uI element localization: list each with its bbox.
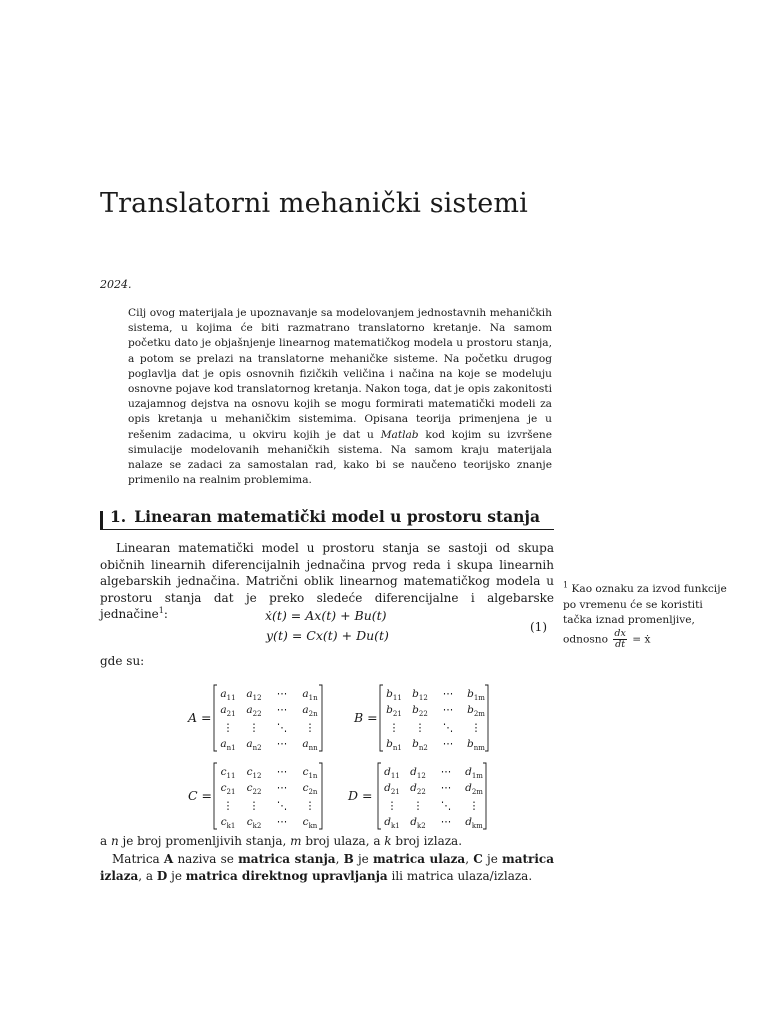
matrix-element: $b_{11}$ bbox=[386, 688, 402, 703]
matrix-dots: ⋮ bbox=[470, 722, 482, 734]
matrix-dots: ⋮ bbox=[222, 722, 234, 734]
term-matrica-stanja: matrica stanja bbox=[238, 852, 336, 866]
matrix-label: C = bbox=[188, 788, 213, 803]
left-bracket bbox=[214, 763, 217, 829]
text: je bbox=[482, 852, 503, 866]
matrix-element: $d_{22}$ bbox=[410, 782, 426, 797]
left-bracket bbox=[378, 763, 381, 829]
dimension-description bbox=[100, 834, 462, 848]
matrix-element: $c_{11}$ bbox=[220, 766, 236, 781]
right-bracket bbox=[485, 685, 488, 751]
matrix-dots: ⋯ bbox=[442, 688, 454, 700]
gde-su-text: gde su: bbox=[100, 654, 145, 668]
intro-text: Linearan matematički model u prostoru stanja se sastoji od skupa običnih linearnih diferencijalnih jednačina prvog reda i skupa linearnih algebarskih jednačina. Matrični oblik linearnog matematičkog modela u prostoru stanja dat je preko sledeće diferencijalne i algebarske jednačine bbox=[100, 541, 554, 621]
matrix-dots: ⋮ bbox=[304, 800, 316, 812]
abstract bbox=[128, 306, 552, 488]
matrix-dots: ⋱ bbox=[440, 800, 452, 812]
text: je bbox=[167, 868, 186, 883]
right-bracket bbox=[483, 763, 486, 829]
matrix bbox=[378, 684, 490, 752]
text: je bbox=[353, 852, 373, 866]
matrix bbox=[376, 762, 488, 830]
matrix-dots: ⋱ bbox=[276, 722, 288, 734]
footnote-text: Kao oznaku za izvod funkcije po vremenu će se koristiti tačka iznad promenljive, odnosno bbox=[563, 583, 727, 645]
matrix-dots: ⋯ bbox=[276, 738, 288, 750]
bold-B: B bbox=[343, 852, 354, 866]
text: a bbox=[100, 834, 111, 848]
matrix-element: $a_{11}$ bbox=[220, 688, 236, 703]
matrix-element: $b_{2m}$ bbox=[467, 704, 485, 719]
text: broj ulaza, a bbox=[301, 834, 385, 848]
right-bracket bbox=[319, 685, 322, 751]
eq2-lhs: y(t) bbox=[266, 628, 288, 643]
matrix-label: B = bbox=[354, 710, 378, 725]
abstract-end: kod kojim su izvršene simulacije modelovanih mehaničkih sistema. Na samom kraju materijala nalaze se zadaci za samostalan rad, kako bi se naučeno teorijsko znanje primenilo na realnim problemima. bbox=[128, 428, 552, 487]
matrix-element: $c_{k2}$ bbox=[246, 816, 262, 831]
matrix-element: $a_{21}$ bbox=[220, 704, 236, 719]
matrix-dots: ⋮ bbox=[304, 722, 316, 734]
text: , bbox=[465, 852, 474, 866]
matrix-dots: ⋱ bbox=[276, 800, 288, 812]
footnote bbox=[563, 582, 733, 650]
text: Matrica bbox=[112, 852, 164, 866]
state-equation bbox=[265, 608, 387, 623]
var-m: m bbox=[290, 834, 302, 848]
term-matrica-izlaza: matrica izlaza bbox=[100, 852, 554, 883]
matrix-dots: ⋮ bbox=[248, 800, 260, 812]
matrix-element: $a_{n1}$ bbox=[220, 738, 236, 753]
output-equation bbox=[266, 628, 389, 643]
matrix-dots: ⋮ bbox=[414, 722, 426, 734]
matrix-dots: ⋮ bbox=[248, 722, 260, 734]
page-title: Translatorni mehanički sistemi bbox=[100, 188, 528, 219]
section-number: 1. bbox=[110, 507, 127, 526]
matrix-element: $c_{kn}$ bbox=[302, 816, 318, 831]
abstract-text: Cilj ovog materijala je upoznavanje sa modelovanjem jednostavnih mehaničkih sistema, u kojima će biti razmatrano translatorno kretanje. Na samom početku dato je objašnjenje linearnog matematičkog modela u prostoru stanja, a potom se prelazi na translatorne mehaničke sisteme. Na početku drugog poglavlja dat je opis osnovnih fizičkih veličina i načina na koje se modeluju osnovne pojave kod translatornog kretanja. Nakon toga, dat je opis zakonitosti uzajamnog dejstva na osnovu kojih se mogu formirati matematički modeli za opis kretanja u mehaničkim sistemima. Opisana teorija primenjena je u rešenim zadacima, u okviru kojih je dat u bbox=[128, 307, 552, 441]
var-n: n bbox=[110, 834, 119, 848]
section-rule bbox=[100, 529, 554, 530]
matrix-element: $d_{km}$ bbox=[465, 816, 483, 831]
footnote-end: = ẋ bbox=[628, 633, 651, 645]
matrix-element: $d_{1m}$ bbox=[465, 766, 483, 781]
matrix-element: $d_{12}$ bbox=[410, 766, 426, 781]
fraction-numerator: dx bbox=[614, 627, 626, 639]
matrix-dots: ⋯ bbox=[276, 782, 288, 794]
matrix-element: $d_{k2}$ bbox=[410, 816, 426, 831]
fraction-denominator: dt bbox=[615, 638, 626, 650]
left-bracket bbox=[214, 685, 217, 751]
matrix-dots: ⋯ bbox=[442, 738, 454, 750]
abstract-matlab: Matlab bbox=[380, 428, 419, 441]
eq2-rhs: = Cx(t) + Du(t) bbox=[287, 628, 389, 643]
matrix-element: $b_{12}$ bbox=[412, 688, 428, 703]
matrix-dots: ⋯ bbox=[276, 816, 288, 828]
matrix-element: $b_{nm}$ bbox=[467, 738, 485, 753]
bold-A: A bbox=[163, 852, 174, 866]
matrix-element: $a_{1n}$ bbox=[302, 688, 318, 703]
section-marker-bar bbox=[100, 511, 103, 530]
matrix-label: D = bbox=[348, 788, 373, 803]
matrix-element: $c_{k1}$ bbox=[220, 816, 236, 831]
matrix-element: $c_{1n}$ bbox=[302, 766, 318, 781]
matrix-element: $a_{nn}$ bbox=[302, 738, 318, 753]
matrix-element: $b_{1m}$ bbox=[467, 688, 485, 703]
bold-C: C bbox=[473, 852, 483, 866]
matrix-element: $c_{22}$ bbox=[246, 782, 262, 797]
footnote-mark: 1 bbox=[563, 580, 569, 590]
derivative-fraction bbox=[613, 629, 626, 650]
matrix-dots: ⋯ bbox=[276, 704, 288, 716]
text: broj izlaza. bbox=[391, 834, 463, 848]
matrix-label: A = bbox=[188, 710, 212, 725]
matrix-dots: ⋱ bbox=[442, 722, 454, 734]
matrix-dots: ⋮ bbox=[388, 722, 400, 734]
matrix-element: $b_{n1}$ bbox=[386, 738, 402, 753]
right-bracket bbox=[319, 763, 322, 829]
matrix-element: $a_{n2}$ bbox=[246, 738, 262, 753]
matrix-dots: ⋮ bbox=[386, 800, 398, 812]
matrix bbox=[212, 762, 324, 830]
eq1-rhs: = Ax(t) + Bu(t) bbox=[286, 608, 387, 623]
text: , bbox=[335, 852, 344, 866]
left-bracket bbox=[380, 685, 383, 751]
var-k: k bbox=[384, 834, 392, 848]
matrix-element: $d_{21}$ bbox=[384, 782, 400, 797]
matrix-element: $d_{2m}$ bbox=[465, 782, 483, 797]
matrix-dots: ⋯ bbox=[276, 766, 288, 778]
intro-end: : bbox=[163, 607, 168, 621]
matrix-names-paragraph bbox=[100, 851, 554, 884]
equation-number: (1) bbox=[530, 620, 547, 634]
matrix-element: $c_{2n}$ bbox=[302, 782, 318, 797]
matrix-dots: ⋮ bbox=[412, 800, 424, 812]
matrix-dots: ⋮ bbox=[222, 800, 234, 812]
section-title: Linearan matematički model u prostoru stanja bbox=[134, 507, 541, 526]
matrix-element: $a_{22}$ bbox=[246, 704, 262, 719]
bold-D: D bbox=[156, 868, 168, 883]
matrix-element: $c_{21}$ bbox=[220, 782, 236, 797]
matrix bbox=[212, 684, 324, 752]
matrix-dots: ⋯ bbox=[440, 782, 452, 794]
term-matrica-ulaza: matrica ulaza bbox=[372, 852, 466, 866]
matrix-element: $a_{2n}$ bbox=[302, 704, 318, 719]
matrix-dots: ⋯ bbox=[440, 816, 452, 828]
matrix-element: $c_{12}$ bbox=[246, 766, 262, 781]
matrix-element: $b_{22}$ bbox=[412, 704, 428, 719]
eq1-lhs: ẋ(t) bbox=[265, 608, 287, 623]
footnote-ref: 1 bbox=[158, 606, 164, 615]
text: , a bbox=[138, 868, 157, 883]
matrix-dots: ⋮ bbox=[468, 800, 480, 812]
matrix-dots: ⋯ bbox=[442, 704, 454, 716]
matrix-element: $b_{n2}$ bbox=[412, 738, 428, 753]
matrix-element: $d_{11}$ bbox=[384, 766, 400, 781]
date: 2024. bbox=[100, 278, 132, 291]
matrix-element: $a_{12}$ bbox=[246, 688, 262, 703]
text: je broj promenljivih stanja, bbox=[118, 834, 291, 848]
matrix-dots: ⋯ bbox=[440, 766, 452, 778]
matrix-element: $d_{k1}$ bbox=[384, 816, 400, 831]
text: naziva se bbox=[173, 852, 239, 866]
matrix-element: $b_{21}$ bbox=[386, 704, 402, 719]
matrix-dots: ⋯ bbox=[276, 688, 288, 700]
text: ili matrica ulaza/izlaza. bbox=[387, 868, 533, 883]
section-heading bbox=[110, 507, 540, 526]
term-matrica-direktnog-upravljanja: matrica direktnog upravljanja bbox=[185, 868, 388, 883]
